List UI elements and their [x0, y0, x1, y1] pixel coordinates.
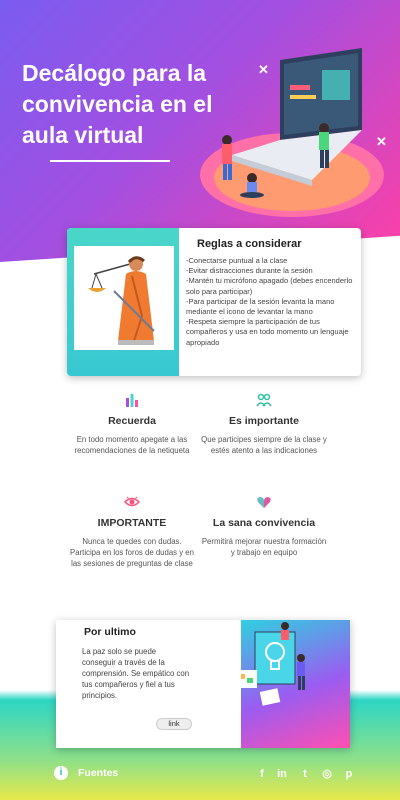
heart-icon: [256, 494, 272, 510]
list-item: -Conectarse puntual a la clase: [186, 256, 288, 265]
closing-illustration-panel: [241, 620, 350, 748]
feature-description: Que participes siempre de la clase y estés atento a las indicaciones: [201, 435, 327, 455]
rules-image-panel: [67, 228, 179, 376]
list-item: -Para participar de la sesión levanta la mano mediante el icono de levantar la mano: [186, 296, 335, 317]
list-item: -Respeta siempre la participación de tus compañeros y usa en todo momento un lenguaje apropiado: [186, 317, 349, 347]
lightbulb-illustration: [241, 620, 350, 748]
closing-text: La paz solo se puede conseguir a través de la comprensión. Se empático con tus compañeros y fiel a tus principios.: [82, 647, 190, 700]
instagram-icon[interactable]: ◎: [322, 768, 332, 780]
rules-card: [67, 228, 361, 376]
feature-sana-convivencia: [199, 494, 329, 558]
twitter-icon[interactable]: t: [303, 768, 307, 780]
eye-icon: [124, 494, 140, 510]
feature-description: Permitirá mejorar nuestra formación y trabajo en equipo: [201, 537, 327, 557]
feature-title: La sana convivencia: [212, 517, 316, 529]
closing-card: [56, 620, 350, 748]
rules-title: Reglas a considerar: [197, 238, 302, 250]
feature-title: Es importante: [228, 415, 299, 427]
list-item: -Mantén tu micrófono apagado (debes encenderlo solo para participar): [186, 276, 353, 296]
feature-description: Nunca te quedes con dudas. Participa en los foros de dudas y en las sesiones de preguntas de clase: [70, 537, 194, 568]
link-button[interactable]: link: [156, 718, 192, 730]
feature-title: IMPORTANTE: [97, 517, 167, 529]
page-title: Decálogo para la convivencia en el aula virtual: [22, 60, 213, 148]
hero-illustration: [192, 40, 392, 220]
sparkle-icon: ✕: [258, 62, 269, 77]
sources-label[interactable]: Fuentes: [78, 767, 119, 779]
facebook-icon[interactable]: f: [260, 768, 264, 780]
feature-es-importante: [199, 392, 329, 456]
list-item: -Evitar distracciones durante la sesión: [186, 266, 313, 276]
info-icon[interactable]: i: [54, 766, 68, 780]
feature-title: Recuerda: [108, 415, 156, 427]
rules-list: [186, 256, 358, 348]
feature-recuerda: [67, 392, 197, 456]
title-underline: [50, 160, 170, 162]
linkedin-icon[interactable]: in: [277, 768, 287, 780]
closing-title: Por ultimo: [84, 626, 136, 638]
bar-chart-icon: [124, 392, 140, 408]
pinterest-icon[interactable]: p: [345, 768, 353, 780]
people-icon: [256, 392, 272, 408]
feature-importante: [67, 494, 197, 569]
justice-statue-image: [74, 246, 174, 350]
sparkle-icon: ✕: [376, 134, 387, 149]
feature-description: En todo momento apegate a las recomendaciones de la netiqueta: [74, 435, 190, 455]
